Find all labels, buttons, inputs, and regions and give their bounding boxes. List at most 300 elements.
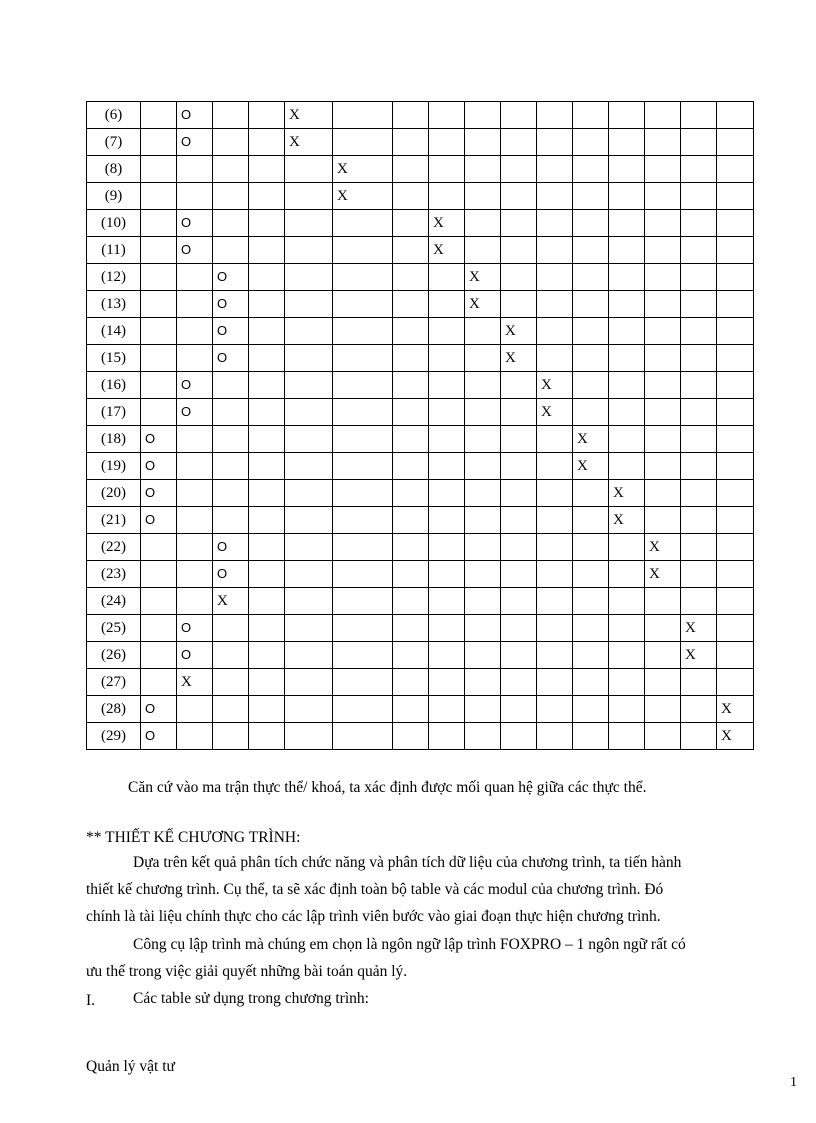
matrix-cell: [249, 156, 285, 183]
matrix-cell: [609, 426, 645, 453]
matrix-cell: [501, 669, 537, 696]
matrix-cell: [393, 723, 429, 750]
matrix-cell: [393, 615, 429, 642]
matrix-cell: [393, 507, 429, 534]
matrix-cell: [393, 696, 429, 723]
matrix-cell: [645, 156, 681, 183]
key-mark-cell: X: [537, 399, 573, 426]
matrix-cell: [609, 210, 645, 237]
matrix-cell: [249, 561, 285, 588]
matrix-cell: [177, 291, 213, 318]
matrix-row: [87, 318, 754, 345]
matrix-cell: [177, 426, 213, 453]
key-mark-cell: X: [573, 453, 609, 480]
matrix-cell: [249, 102, 285, 129]
matrix-cell: [429, 480, 465, 507]
matrix-cell: [141, 291, 177, 318]
matrix-cell: [573, 210, 609, 237]
matrix-cell: [537, 129, 573, 156]
matrix-cell: [645, 372, 681, 399]
matrix-cell: [573, 480, 609, 507]
matrix-cell: [537, 696, 573, 723]
row-label: (26): [87, 642, 141, 669]
matrix-cell: [285, 507, 333, 534]
matrix-cell: [573, 696, 609, 723]
matrix-cell: [429, 426, 465, 453]
matrix-cell: [681, 534, 717, 561]
matrix-cell: [537, 183, 573, 210]
matrix-row: [87, 642, 754, 669]
key-mark-cell: X: [465, 291, 501, 318]
section-heading: ** THIẾT KẾ CHƯƠNG TRÌNH:: [86, 829, 301, 846]
matrix-cell: [501, 264, 537, 291]
matrix-cell: [393, 588, 429, 615]
matrix-cell: [465, 588, 501, 615]
matrix-cell: [249, 507, 285, 534]
row-label: (14): [87, 318, 141, 345]
matrix-cell: [537, 237, 573, 264]
matrix-cell: [609, 669, 645, 696]
matrix-cell: [681, 723, 717, 750]
matrix-cell: [573, 345, 609, 372]
reference-mark-cell: O: [177, 615, 213, 642]
matrix-cell: [429, 723, 465, 750]
matrix-cell: [429, 264, 465, 291]
matrix-cell: [285, 480, 333, 507]
matrix-cell: [573, 561, 609, 588]
matrix-cell: [465, 642, 501, 669]
matrix-cell: [333, 642, 393, 669]
matrix-cell: [681, 669, 717, 696]
matrix-cell: [465, 210, 501, 237]
matrix-cell: [393, 264, 429, 291]
matrix-cell: [429, 183, 465, 210]
key-mark-cell: X: [177, 669, 213, 696]
matrix-cell: [177, 588, 213, 615]
matrix-cell: [249, 372, 285, 399]
row-label: (6): [87, 102, 141, 129]
matrix-cell: [393, 480, 429, 507]
matrix-cell: [393, 642, 429, 669]
matrix-cell: [645, 210, 681, 237]
reference-mark-cell: O: [141, 426, 177, 453]
matrix-cell: [501, 237, 537, 264]
matrix-cell: [645, 237, 681, 264]
matrix-cell: [177, 534, 213, 561]
matrix-cell: [645, 669, 681, 696]
matrix-row: [87, 102, 754, 129]
matrix-cell: [717, 642, 754, 669]
matrix-cell: [681, 291, 717, 318]
matrix-cell: [537, 264, 573, 291]
matrix-cell: [501, 561, 537, 588]
key-mark-cell: X: [717, 723, 754, 750]
matrix-cell: [141, 534, 177, 561]
matrix-cell: [393, 534, 429, 561]
matrix-cell: [537, 561, 573, 588]
reference-mark-cell: O: [177, 372, 213, 399]
matrix-cell: [681, 237, 717, 264]
matrix-cell: [609, 399, 645, 426]
matrix-cell: [501, 129, 537, 156]
paragraph-line: Công cụ lập trình mà chúng em chọn là ngôn ngữ lập trình FOXPRO – 1 ngôn ngữ rất có: [133, 936, 686, 953]
matrix-cell: [681, 183, 717, 210]
matrix-cell: [645, 345, 681, 372]
matrix-cell: [573, 399, 609, 426]
matrix-cell: [717, 102, 754, 129]
reference-mark-cell: O: [213, 264, 249, 291]
row-label: (25): [87, 615, 141, 642]
matrix-cell: [285, 183, 333, 210]
entity-key-matrix: [86, 101, 754, 750]
matrix-cell: [645, 507, 681, 534]
matrix-cell: [501, 723, 537, 750]
matrix-cell: [393, 129, 429, 156]
reference-mark-cell: O: [177, 642, 213, 669]
reference-mark-cell: O: [177, 237, 213, 264]
matrix-cell: [537, 291, 573, 318]
matrix-row: [87, 480, 754, 507]
matrix-cell: [609, 696, 645, 723]
key-mark-cell: X: [645, 534, 681, 561]
matrix-cell: [681, 399, 717, 426]
matrix-cell: [609, 183, 645, 210]
matrix-cell: [609, 318, 645, 345]
matrix-cell: [141, 264, 177, 291]
matrix-cell: [393, 237, 429, 264]
matrix-cell: [465, 561, 501, 588]
matrix-row: [87, 534, 754, 561]
matrix-cell: [141, 615, 177, 642]
matrix-cell: [573, 318, 609, 345]
matrix-cell: [717, 318, 754, 345]
matrix-cell: [249, 129, 285, 156]
matrix-cell: [393, 453, 429, 480]
matrix-cell: [333, 264, 393, 291]
matrix-row: [87, 696, 754, 723]
matrix-row: [87, 183, 754, 210]
reference-mark-cell: O: [177, 210, 213, 237]
paragraph-line: thiết kế chương trình. Cụ thể, ta sẽ xác định toàn bộ table và các modul của chương trình. Đó: [86, 881, 664, 898]
reference-mark-cell: O: [213, 318, 249, 345]
matrix-cell: [465, 480, 501, 507]
matrix-cell: [465, 129, 501, 156]
matrix-cell: [609, 723, 645, 750]
key-mark-cell: X: [285, 102, 333, 129]
matrix-cell: [573, 615, 609, 642]
matrix-cell: [429, 129, 465, 156]
key-mark-cell: X: [501, 345, 537, 372]
matrix-cell: [393, 318, 429, 345]
matrix-cell: [333, 291, 393, 318]
row-label: (9): [87, 183, 141, 210]
matrix-cell: [465, 669, 501, 696]
row-label: (21): [87, 507, 141, 534]
matrix-cell: [681, 345, 717, 372]
matrix-cell: [717, 264, 754, 291]
matrix-cell: [141, 669, 177, 696]
matrix-cell: [249, 183, 285, 210]
row-label: (12): [87, 264, 141, 291]
matrix-cell: [537, 102, 573, 129]
matrix-row: [87, 561, 754, 588]
matrix-cell: [333, 426, 393, 453]
row-label: (18): [87, 426, 141, 453]
matrix-cell: [609, 264, 645, 291]
row-label: (20): [87, 480, 141, 507]
matrix-cell: [213, 642, 249, 669]
matrix-cell: [717, 345, 754, 372]
matrix-cell: [141, 210, 177, 237]
matrix-cell: [645, 183, 681, 210]
matrix-cell: [333, 372, 393, 399]
matrix-cell: [249, 345, 285, 372]
matrix-cell: [285, 453, 333, 480]
matrix-cell: [249, 237, 285, 264]
matrix-cell: [213, 615, 249, 642]
matrix-cell: [429, 291, 465, 318]
matrix-cell: [333, 210, 393, 237]
matrix-cell: [501, 156, 537, 183]
matrix-cell: [285, 561, 333, 588]
matrix-cell: [573, 534, 609, 561]
matrix-caption: Căn cứ vào ma trận thực thể/ khoá, ta xác định được mối quan hệ giữa các thực thể.: [128, 779, 647, 796]
row-label: (29): [87, 723, 141, 750]
matrix-cell: [645, 696, 681, 723]
matrix-cell: [249, 399, 285, 426]
key-mark-cell: X: [537, 372, 573, 399]
matrix-cell: [285, 696, 333, 723]
matrix-cell: [333, 723, 393, 750]
matrix-row: [87, 129, 754, 156]
key-mark-cell: X: [429, 210, 465, 237]
key-mark-cell: X: [645, 561, 681, 588]
matrix-cell: [177, 696, 213, 723]
matrix-cell: [249, 210, 285, 237]
matrix-cell: [429, 507, 465, 534]
row-label: (8): [87, 156, 141, 183]
matrix-cell: [177, 480, 213, 507]
matrix-row: [87, 264, 754, 291]
matrix-cell: [333, 480, 393, 507]
key-mark-cell: X: [213, 588, 249, 615]
matrix-cell: [681, 426, 717, 453]
matrix-cell: [213, 156, 249, 183]
matrix-cell: [249, 291, 285, 318]
matrix-cell: [465, 426, 501, 453]
key-mark-cell: X: [609, 480, 645, 507]
matrix-cell: [537, 345, 573, 372]
matrix-cell: [681, 102, 717, 129]
reference-mark-cell: O: [213, 291, 249, 318]
matrix-cell: [573, 102, 609, 129]
reference-mark-cell: O: [213, 534, 249, 561]
matrix-cell: [681, 696, 717, 723]
matrix-cell: [645, 723, 681, 750]
matrix-cell: [285, 318, 333, 345]
matrix-cell: [501, 615, 537, 642]
matrix-row: [87, 507, 754, 534]
list-item: Các table sử dụng trong chương trình:: [133, 990, 369, 1007]
matrix-cell: [141, 156, 177, 183]
matrix-cell: [645, 426, 681, 453]
matrix-cell: [141, 642, 177, 669]
matrix-cell: [285, 210, 333, 237]
matrix-cell: [681, 264, 717, 291]
matrix-cell: [393, 156, 429, 183]
matrix-cell: [465, 372, 501, 399]
matrix-cell: [429, 156, 465, 183]
matrix-cell: [465, 183, 501, 210]
matrix-cell: [249, 264, 285, 291]
matrix-cell: [393, 183, 429, 210]
matrix-cell: [573, 507, 609, 534]
matrix-cell: [429, 696, 465, 723]
matrix-cell: [717, 534, 754, 561]
matrix-cell: [249, 642, 285, 669]
matrix-cell: [393, 669, 429, 696]
matrix-cell: [645, 264, 681, 291]
matrix-cell: [177, 264, 213, 291]
paragraph-line: chính là tài liệu chính thực cho các lập trình viên bước vào giai đoạn thực hiện chương trình.: [86, 908, 661, 925]
matrix-cell: [681, 507, 717, 534]
matrix-cell: [141, 345, 177, 372]
matrix-cell: [501, 183, 537, 210]
matrix-cell: [537, 210, 573, 237]
matrix-body: [87, 102, 754, 750]
matrix-cell: [393, 102, 429, 129]
matrix-row: [87, 399, 754, 426]
matrix-cell: [249, 534, 285, 561]
matrix-cell: [717, 507, 754, 534]
matrix-cell: [213, 507, 249, 534]
matrix-cell: [213, 723, 249, 750]
key-mark-cell: X: [501, 318, 537, 345]
row-label: (13): [87, 291, 141, 318]
matrix-cell: [537, 453, 573, 480]
row-label: (16): [87, 372, 141, 399]
matrix-cell: [393, 561, 429, 588]
matrix-cell: [333, 345, 393, 372]
matrix-cell: [249, 696, 285, 723]
matrix-cell: [249, 669, 285, 696]
matrix-cell: [465, 156, 501, 183]
matrix-cell: [177, 723, 213, 750]
matrix-cell: [501, 453, 537, 480]
matrix-row: [87, 615, 754, 642]
row-label: (7): [87, 129, 141, 156]
matrix-cell: [573, 588, 609, 615]
matrix-cell: [333, 561, 393, 588]
row-label: (27): [87, 669, 141, 696]
matrix-cell: [393, 372, 429, 399]
matrix-cell: [537, 156, 573, 183]
matrix-cell: [213, 669, 249, 696]
row-label: (11): [87, 237, 141, 264]
row-label: (22): [87, 534, 141, 561]
matrix-row: [87, 156, 754, 183]
matrix-cell: [333, 669, 393, 696]
paragraph-line: Dựa trên kết quả phân tích chức năng và phân tích dữ liệu của chương trình, ta tiến hành: [133, 854, 682, 871]
row-label: (28): [87, 696, 141, 723]
matrix-cell: [465, 318, 501, 345]
matrix-cell: [501, 588, 537, 615]
matrix-cell: [573, 156, 609, 183]
matrix-cell: [573, 669, 609, 696]
matrix-cell: [717, 291, 754, 318]
matrix-cell: [465, 615, 501, 642]
matrix-cell: [717, 480, 754, 507]
reference-mark-cell: O: [141, 480, 177, 507]
matrix-cell: [645, 588, 681, 615]
key-mark-cell: X: [609, 507, 645, 534]
key-mark-cell: X: [681, 642, 717, 669]
matrix-cell: [681, 129, 717, 156]
matrix-cell: [537, 534, 573, 561]
matrix-cell: [285, 669, 333, 696]
row-label: (19): [87, 453, 141, 480]
matrix-cell: [213, 480, 249, 507]
list-marker: I.: [86, 992, 96, 1009]
key-mark-cell: X: [717, 696, 754, 723]
matrix-cell: [429, 345, 465, 372]
matrix-cell: [333, 615, 393, 642]
matrix-cell: [333, 399, 393, 426]
matrix-cell: [537, 588, 573, 615]
key-mark-cell: X: [285, 129, 333, 156]
matrix-row: [87, 345, 754, 372]
matrix-cell: [609, 615, 645, 642]
matrix-cell: [213, 129, 249, 156]
matrix-cell: [681, 588, 717, 615]
matrix-cell: [429, 669, 465, 696]
matrix-cell: [609, 237, 645, 264]
matrix-cell: [285, 237, 333, 264]
matrix-cell: [717, 156, 754, 183]
matrix-cell: [501, 291, 537, 318]
matrix-cell: [213, 372, 249, 399]
matrix-cell: [717, 615, 754, 642]
reference-mark-cell: O: [141, 696, 177, 723]
matrix-cell: [573, 642, 609, 669]
matrix-cell: [177, 453, 213, 480]
matrix-cell: [681, 480, 717, 507]
matrix-cell: [573, 129, 609, 156]
matrix-cell: [501, 642, 537, 669]
matrix-cell: [141, 372, 177, 399]
matrix-cell: [681, 156, 717, 183]
matrix-cell: [501, 507, 537, 534]
matrix-cell: [681, 318, 717, 345]
matrix-cell: [573, 237, 609, 264]
matrix-cell: [141, 129, 177, 156]
matrix-cell: [609, 453, 645, 480]
row-label: (15): [87, 345, 141, 372]
matrix-cell: [537, 669, 573, 696]
matrix-cell: [285, 426, 333, 453]
matrix-cell: [213, 102, 249, 129]
matrix-cell: [393, 210, 429, 237]
matrix-cell: [681, 453, 717, 480]
matrix-cell: [285, 345, 333, 372]
matrix-cell: [429, 588, 465, 615]
matrix-cell: [501, 399, 537, 426]
row-label: (23): [87, 561, 141, 588]
matrix-cell: [177, 156, 213, 183]
matrix-cell: [717, 372, 754, 399]
matrix-cell: [717, 669, 754, 696]
matrix-cell: [465, 723, 501, 750]
